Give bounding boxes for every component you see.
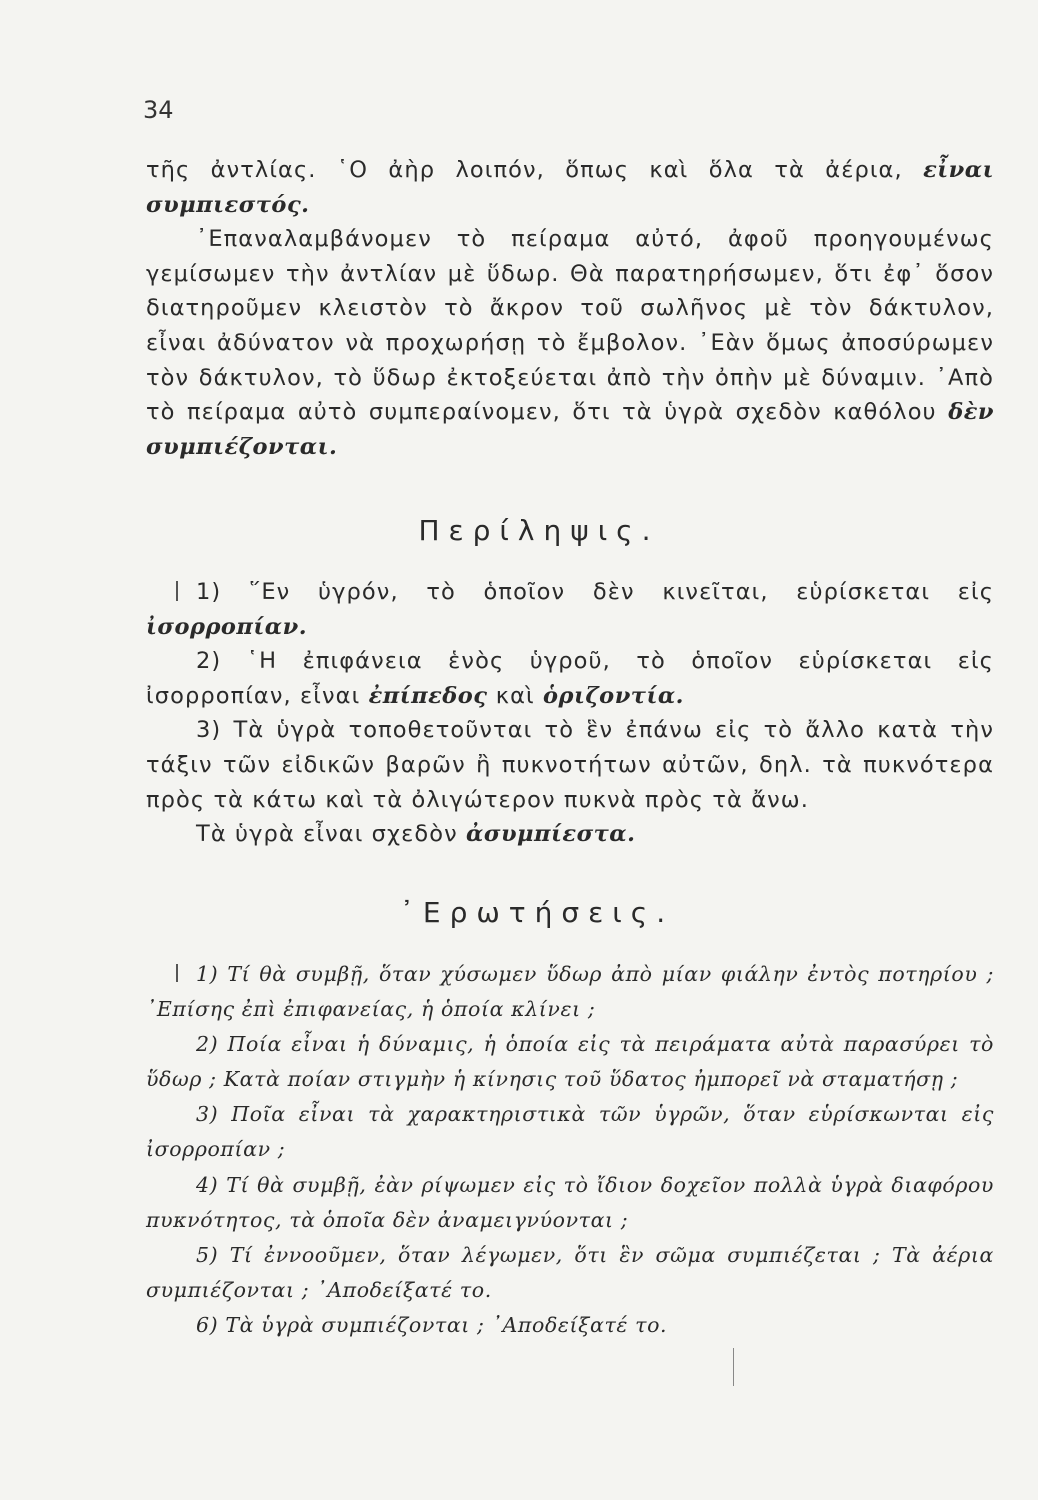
- question-1: 1) Τί θὰ συμβῇ, ὅταν χύσωμεν ὕδωρ ἀπὸ μίαν φιάλην ἐντὸς ποτηρίου ; ᾽Επίσης ἐπὶ ἐπιφανείας, ἡ ὁποία κλίνει ;: [146, 962, 994, 1022]
- intro-p1-emphasis: εἶναι συμπιεστός.: [146, 157, 994, 218]
- summary-item-4-text: Τὰ ὑγρὰ εἶναι σχεδὸν: [196, 821, 467, 848]
- summary-item-4-emphasis: ἀσυμπίεστα.: [466, 821, 636, 848]
- question-2: 2) Ποία εἶναι ἡ δύναμις, ἡ ὁποία εἰς τὰ πειράματα αὐτὰ παρασύρει τὸ ὕδωρ ; Κατὰ ποίαν στιγμὴν ἡ κίνησις τοῦ ὕδατος ἠμπορεῖ νὰ σταματήσῃ ;: [146, 1032, 994, 1092]
- questions-heading: ᾽Ερωτήσεις.: [399, 896, 675, 929]
- summary-item-2-text: 2) ῾Η ἐπιφάνεια ἑνὸς ὑγροῦ, τὸ ὁποῖον εὑρίσκεται εἰς ἰσορροπίαν, εἶναι: [146, 648, 994, 709]
- summary-section: [146, 575, 994, 852]
- summary-item-2-conjunction: καὶ: [487, 682, 543, 709]
- intro-p2-emphasis: δὲν συμπιέζονται.: [146, 399, 994, 460]
- summary-item-3: 3) Τὰ ὑγρὰ τοποθετοῦνται τὸ ἓν ἐπάνω εἰς τὸ ἄλλο κατὰ τὴν τάξιν τῶν εἰδικῶν βαρῶν ἢ πυκνοτήτων αὐτῶν, δηλ. τὰ πυκνότερα πρὸς τὰ κάτω καὶ τὰ ὀλιγώτερον πυκνὰ πρὸς τὰ ἄνω.: [146, 717, 994, 813]
- pencil-margin-mark: [176, 581, 178, 601]
- question-6: 6) Τὰ ὑγρὰ συμπιέζονται ; ᾽Αποδείξατέ το.: [196, 1312, 668, 1337]
- intro-p2-text: ᾽Επαναλαμβάνομεν τὸ πείραμα αὐτό, ἀφοῦ προηγουμένως γεμίσωμεν τὴν ἀντλίαν μὲ ὕδωρ. Θὰ παρατηρήσωμεν, ὅτι ἐφ᾽ ὅσον διατηροῦμεν κλειστὸν τὸ ἄκρον τοῦ σωλῆνος μὲ τὸν δάκτυλον, εἶναι ἀδύνατον νὰ προχωρήσῃ τὸ ἔμβολον. ᾽Εὰν ὅμως ἀποσύρωμεν τὸν δάκτυλον, τὸ ὕδωρ ἐκτοξεύεται ἀπὸ τὴν ὀπὴν μὲ δύναμιν. ᾽Απὸ τὸ πείραμα αὐτὸ συμπεραίνομεν, ὅτι τὰ ὑγρὰ σχεδὸν καθόλου: [146, 226, 994, 426]
- summary-item-2-emphasis-1: ἐπίπεδος: [368, 682, 488, 709]
- intro-paragraph-1: [146, 153, 994, 222]
- summary-item-4: [146, 817, 994, 852]
- question-4: 4) Τί θὰ συμβῇ, ἐὰν ρίψωμεν εἰς τὸ ἴδιον δοχεῖον πολλὰ ὑγρὰ διαφόρου πυκνότητος, τὰ ὁποῖα δὲν ἀναμειγνύονται ;: [146, 1172, 994, 1232]
- question-5: 5) Τί ἐννοοῦμεν, ὅταν λέγωμεν, ὅτι ἓν σῶμα συμπιέζεται ; Τὰ ἀέρια συμπιέζονται ; ᾽Αποδείξατέ το.: [146, 1242, 994, 1302]
- summary-item-2-emphasis-2: ὁριζοντία.: [543, 682, 684, 709]
- summary-item-1-emphasis: ἰσορροπίαν.: [146, 613, 308, 640]
- summary-item-1: [146, 575, 994, 644]
- intro-paragraph-2: [146, 222, 994, 464]
- pencil-margin-mark: [176, 964, 178, 982]
- page-number: 34: [143, 96, 174, 124]
- intro-section: [146, 153, 994, 464]
- questions-section: [146, 957, 994, 1343]
- question-3: 3) Ποῖα εἶναι τὰ χαρακτηριστικὰ τῶν ὑγρῶν, ὅταν εὑρίσκωνται εἰς ἰσορροπίαν ;: [146, 1102, 994, 1162]
- summary-item-1-text: 1) ῞Εν ὑγρόν, τὸ ὁποῖον δὲν κινεῖται, εὑρίσκεται εἰς: [196, 579, 994, 605]
- pencil-margin-mark: [733, 1348, 734, 1386]
- intro-p1-text: τῆς ἀντλίας. ῾Ο ἀὴρ λοιπόν, ὅπως καὶ ὅλα τὰ ἀέρια,: [146, 157, 924, 183]
- summary-item-2: [146, 644, 994, 713]
- summary-heading: Περίληψις.: [418, 514, 660, 547]
